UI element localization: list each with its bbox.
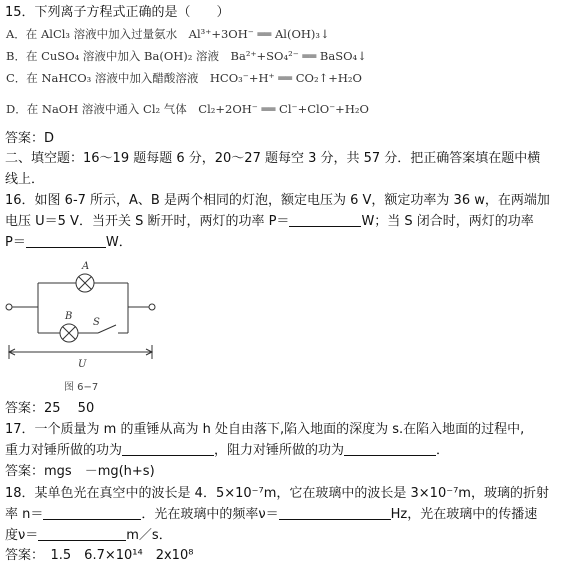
q16-line2-text-a: 电压 U＝5 V．当开关 S 断开时，两灯的功率 P＝	[5, 214, 290, 229]
q15-option-b: B．在 CuSO₄ 溶液中加入 Ba(OH)₂ 溶液 Ba²⁺+SO₄²⁻ ══ BaSO₄↓	[6, 49, 367, 63]
q17-blank-2[interactable]	[344, 442, 436, 456]
q16-line1: 16．如图 6-7 所示，A、B 是两个相同的灯泡，额定电压为 6 V，额定功率为 36 w，在两端加	[5, 193, 550, 208]
q18-line3-text-b: m／s．	[126, 528, 172, 543]
lamp-a	[76, 274, 94, 292]
q17-line2-text-b: ，阻力对锤所做的功为	[214, 443, 345, 458]
q18-line3	[5, 527, 172, 545]
q17-line2	[5, 442, 449, 460]
q17-line1: 17．一个质量为 m 的重锤从高为 h 处自由落下,陷入地面的深度为 s.在陷入地面的过程中,	[5, 422, 525, 437]
q17-line2-text-c: ．	[436, 443, 450, 458]
q16-line2-text-b: W；当 S 闭合时，两灯的功率	[361, 214, 534, 229]
q15-option-a: A．在 AlCl₃ 溶液中加入过量氨水 Al³⁺+3OH⁻ ══ Al(OH)₃↓	[6, 27, 330, 41]
q15-option-c: C．在 NaHCO₃ 溶液中加入醋酸溶液 HCO₃⁻+H⁺ ══ CO₂↑+H₂O	[6, 71, 362, 85]
voltage-u-label: U	[78, 359, 87, 370]
q15-answer: 答案：D	[5, 131, 55, 146]
q18-line2-text-a: 率 n＝	[5, 507, 44, 522]
switch-s	[98, 325, 128, 333]
q15-title: 15．下列离子方程式正确的是（ ）	[5, 5, 230, 20]
q16-line3	[5, 234, 132, 252]
q18-line2-text-b: ．光在玻璃中的频率ν＝	[141, 507, 279, 522]
section2-line1: 二、填空题：16～19 题每题 6 分，20～27 题每空 3 分，共 57 分．把正确答案填在题中横	[5, 151, 541, 166]
q18-line1: 18．某单色光在真空中的波长是 4．5×10⁻⁷m，它在玻璃中的波长是 3×10⁻⁷m，玻璃的折射	[5, 486, 549, 501]
section2-line2: 线上．	[5, 172, 45, 187]
q18-line2-text-c: Hz，光在玻璃中的传播速	[390, 507, 538, 522]
q15-option-d: D．在 NaOH 溶液中通入 Cl₂ 气体 Cl₂+2OH⁻ ══ Cl⁻+ClO⁻+H₂O	[6, 102, 369, 116]
q16-blank-2[interactable]	[26, 234, 106, 248]
figure-caption: 图 6−7	[64, 382, 99, 393]
q16-line3-text-b: W．	[105, 235, 132, 250]
q18-blank-1[interactable]	[43, 506, 141, 520]
lamp-b-label: B	[65, 311, 73, 322]
q17-line2-text-a: 重力对锤所做的功为	[5, 443, 123, 458]
q17-answer: 答案：mgs －mg(h+s)	[5, 464, 155, 479]
q16-answer: 答案：25 50	[5, 401, 95, 416]
q17-blank-1[interactable]	[122, 442, 214, 456]
circuit-diagram	[0, 255, 175, 395]
lamp-a-label: A	[82, 261, 90, 272]
q16-blank-1[interactable]	[289, 213, 361, 227]
q16-line3-text-a: P＝	[5, 235, 26, 250]
q16-line2	[5, 213, 534, 231]
lamp-b	[60, 324, 78, 342]
switch-s-label: S	[93, 317, 100, 328]
q18-answer: 答案： 1.5 6.7×10¹⁴ 2x10⁸	[5, 548, 194, 563]
q18-line3-text-a: 度ν＝	[5, 528, 39, 543]
q18-blank-3[interactable]	[38, 527, 126, 541]
right-terminal	[149, 304, 155, 310]
q18-line2	[5, 506, 537, 524]
left-terminal	[6, 304, 12, 310]
q18-blank-2[interactable]	[279, 506, 391, 520]
